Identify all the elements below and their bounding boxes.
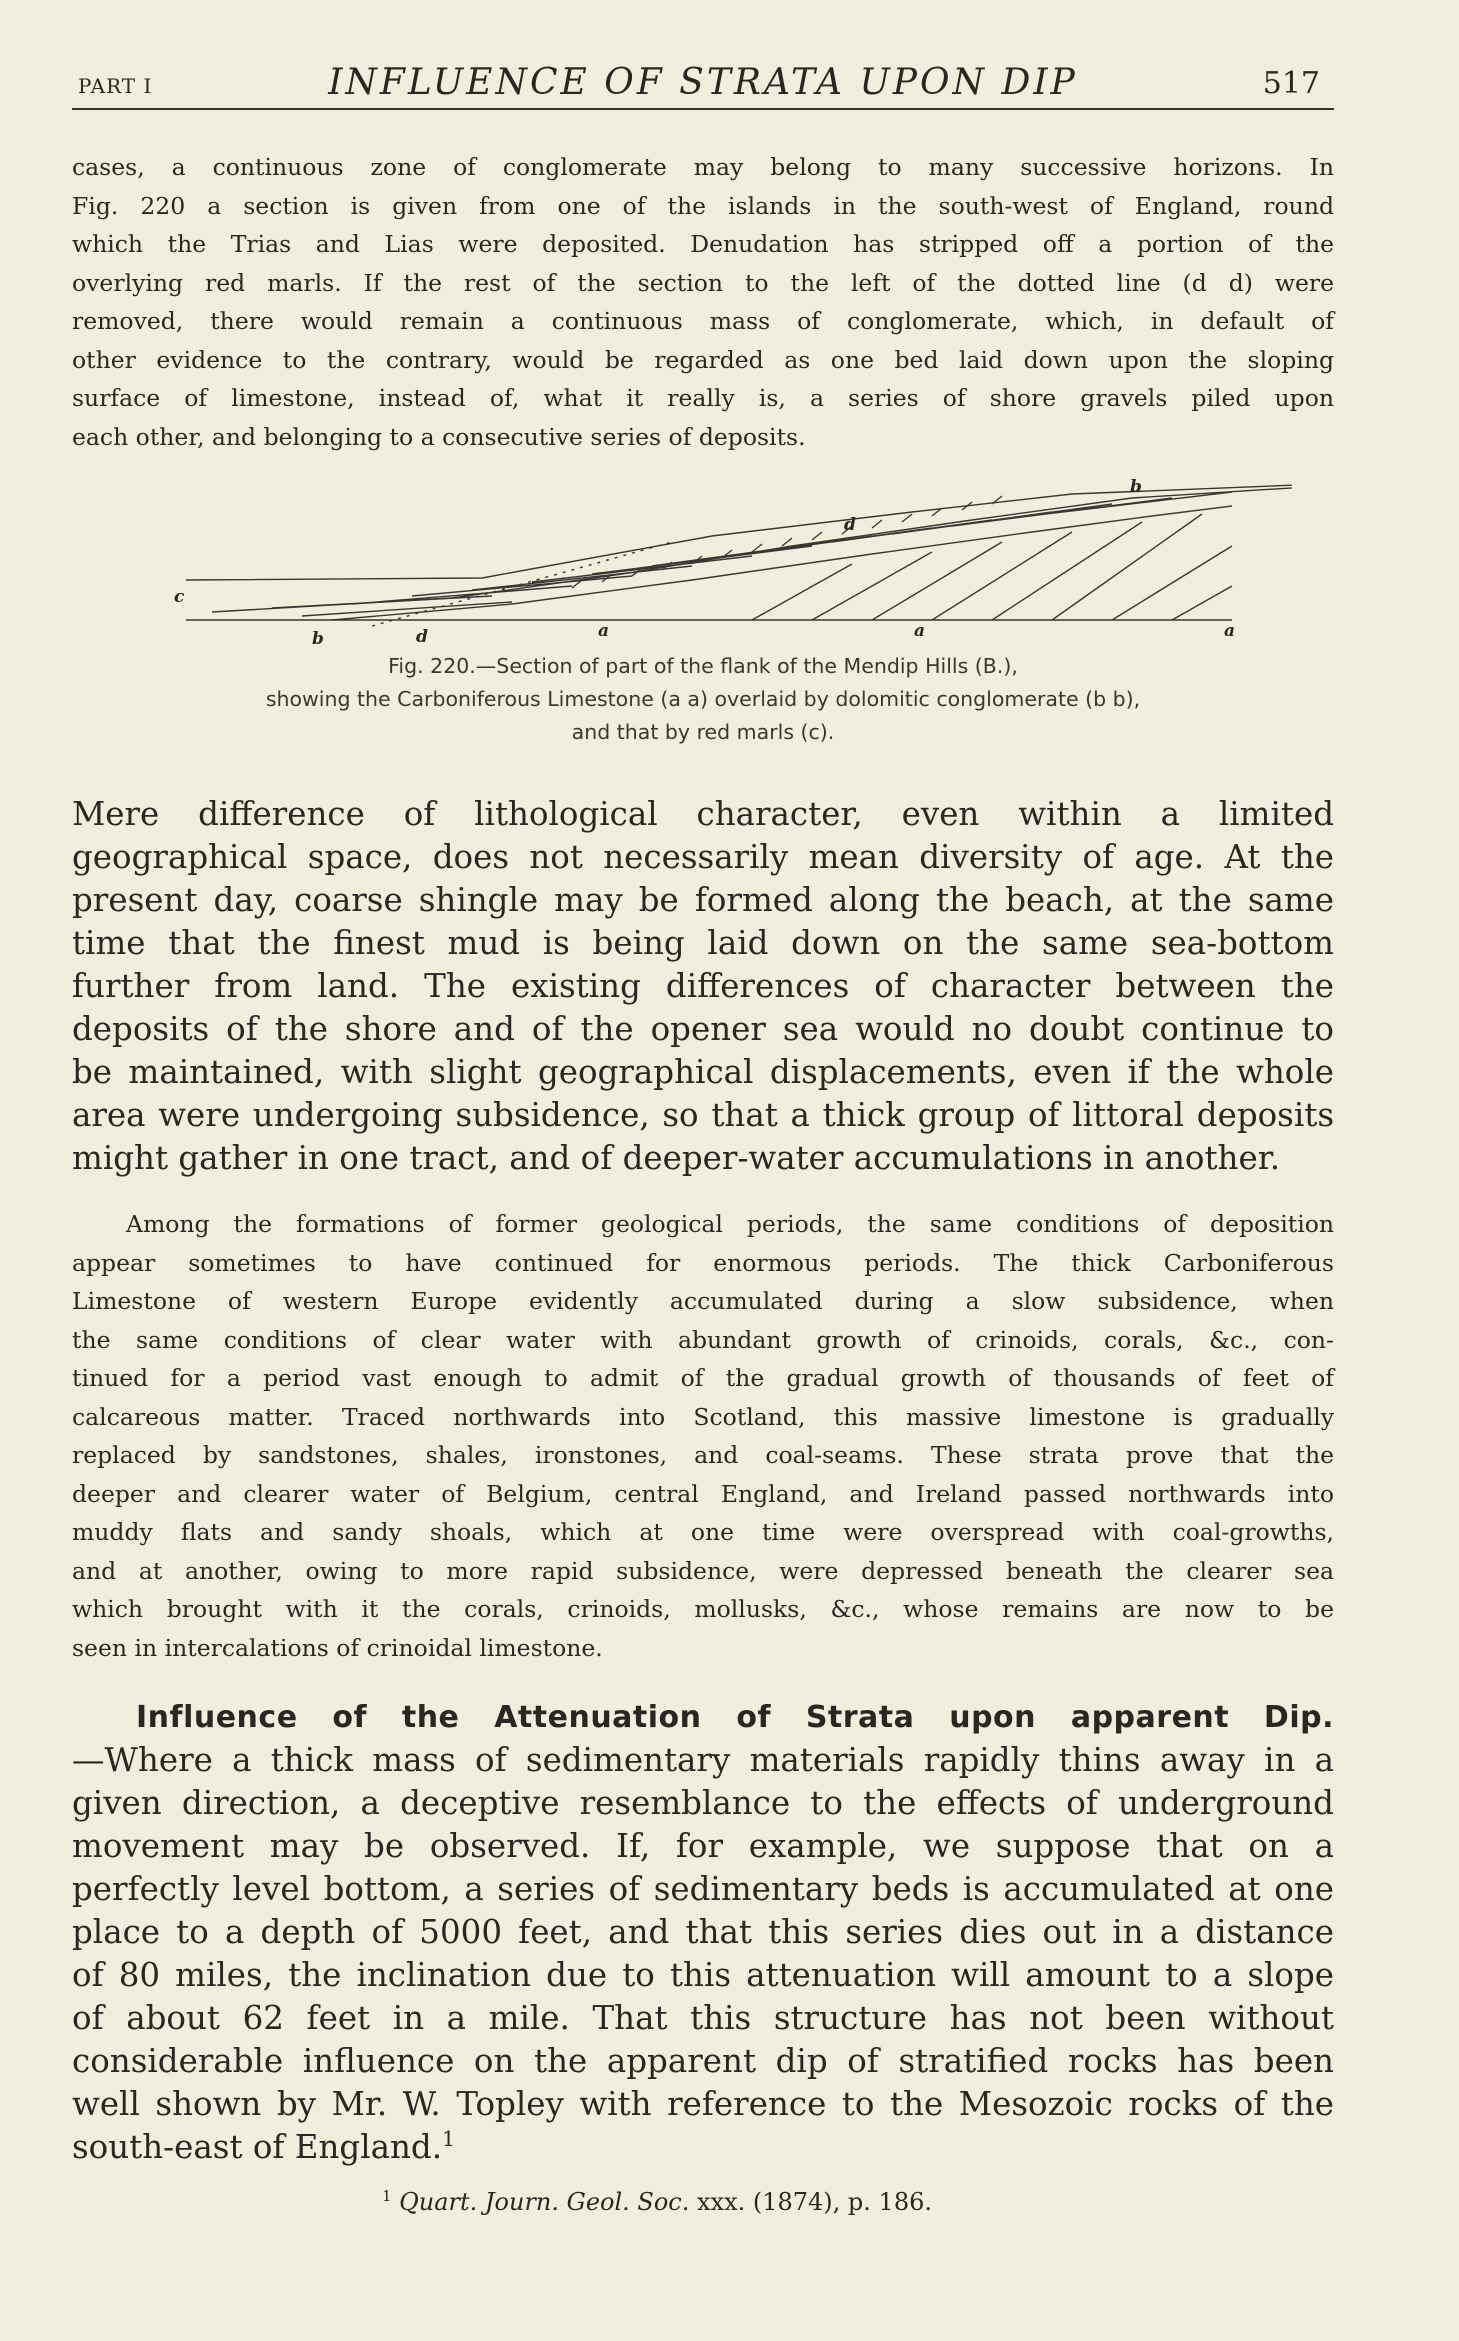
header-rule [72,108,1334,110]
label-c-left: c [174,587,185,607]
caption-line: Fig. 220.—Section of part of the flank of the Mendip Hills (B.), [388,654,1018,678]
geological-section-diagram [152,476,1292,646]
text-line: Fig. 220 a section is given from one of the islands in the south-west of England, round [72,191,1334,220]
text-line: of about 62 feet in a mile. That this structure has not been without [72,1999,1334,2037]
text-line: time that the finest mud is being laid down on the same sea-bottom [72,924,1334,962]
text-line: of 80 miles, the inclination due to this attenuation will amount to a slope [72,1956,1334,1994]
conglomerate-top-line [212,486,1292,612]
paragraph-lithological-difference [72,793,1334,1180]
text-line: muddy flats and sandy shoals, which at one time were overspread with coal-growths, [72,1518,1334,1546]
text-line: each other, and belonging to a consecutive series of deposits. [72,422,806,451]
footnote-ref[interactable]: 1 [442,2126,455,2151]
running-header [72,62,1334,108]
caption-line: and that by red marls (c). [571,720,835,744]
footnote-marker: 1 [382,2187,392,2206]
paragraph-conglomerate [72,148,1334,456]
text-line: be maintained, with slight geographical displacements, even if the whole [72,1053,1334,1091]
text-line: geographical space, does not necessarily mean diversity of age. At the [72,838,1334,876]
footnote-citation: Quart. Journ. Geol. Soc. [399,2188,690,2216]
footnote-details: xxx. (1874), p. 186. [697,2188,932,2216]
strata-lines [272,492,1232,616]
text-line: overlying red marls. If the rest of the section to the left of the dotted line (d d) were [72,268,1334,297]
text-line: deeper and clearer water of Belgium, central England, and Ireland passed northwards into [72,1479,1334,1508]
text-line: surface of limestone, instead of, what it really is, a series of shore gravels piled upon [72,384,1334,412]
label-b-top: b [1130,477,1142,497]
text-line: area were undergoing subsidence, so that a thick group of littoral deposits [72,1096,1334,1134]
caption-line: showing the Carboniferous Limestone (a a) overlaid by dolomitic conglomerate (b b), [265,687,1141,711]
text-line: perfectly level bottom, a series of sedimentary beds is accumulated at one [72,1870,1334,1908]
label-d-top: d [844,515,856,535]
label-d-bottom: d [416,627,428,646]
last-line-text: south-east of England. [72,2128,443,2166]
text-line: place to a depth of 5000 feet, and that this series dies out in a distance [72,1913,1334,1951]
text-line: which brought with it the corals, crinoids, mollusks, &c., whose remains are now to be [72,1595,1334,1623]
text-line: calcareous matter. Traced northwards into Scotland, this massive limestone is gradually [72,1402,1334,1431]
text-line: seen in intercalations of crinoidal limestone. [72,1633,603,1662]
figure-220 [152,476,1292,646]
text-line: tinued for a period vast enough to admit of the gradual growth of thousands of feet of [72,1364,1334,1392]
text-line: —Where a thick mass of sedimentary materials rapidly thins away in a [72,1741,1334,1779]
text-line: replaced by sandstones, shales, ironstones, and coal-seams. These strata prove that the [72,1441,1334,1469]
text-line: removed, there would remain a continuous mass of conglomerate, which, in default of [72,307,1334,335]
figure-caption [172,650,1234,749]
limestone-beds [752,514,1232,620]
text-line: the same conditions of clear water with abundant growth of crinoids, corals, &c., con- [72,1325,1334,1354]
label-a-right: a [1224,621,1236,641]
footnote [382,2185,932,2219]
text-line: well shown by Mr. W. Topley with reference to the Mesozoic rocks of the [72,2085,1334,2123]
paragraph-former-periods [72,1205,1334,1667]
section-attenuation [72,1695,1334,2169]
label-b-bottom: b [312,629,324,646]
text-line: might gather in one tract, and of deeper-water accumulations in another. [72,1139,1281,1177]
text-line: deposits of the shore and of the opener sea would no doubt continue to [72,1010,1334,1048]
text-line: Mere difference of lithological character, even within a limited [72,795,1334,833]
text-line: Among the formations of former geological periods, the same conditions of deposition [126,1210,1334,1238]
section-heading-line [72,1695,1334,1739]
book-page [72,0,1334,2341]
page-number: 517 [1262,66,1320,101]
text-line: given direction, a deceptive resemblance to the effects of underground [72,1784,1334,1822]
text-line: cases, a continuous zone of conglomerate may belong to many successive horizons. In [72,153,1334,181]
text-line: and at another, owing to more rapid subsidence, were depressed beneath the clearer sea [72,1556,1334,1585]
dotted-line-dd [372,542,672,626]
text-line [72,2126,1334,2169]
text-line: movement may be observed. If, for example, we suppose that on a [72,1827,1334,1865]
part-label: PART I [78,74,153,98]
label-a-left: a [598,621,610,641]
section-heading: Influence of the Attenuation of Strata upon apparent Dip. [136,1700,1334,1735]
label-a-mid: a [914,621,926,641]
text-line: considerable influence on the apparent dip of stratified rocks has been [72,2042,1334,2080]
text-line: other evidence to the contrary, would be regarded as one bed laid down upon the sloping [72,345,1334,374]
text-line: present day, coarse shingle may be formed along the beach, at the same [72,881,1334,919]
text-line: which the Trias and Lias were deposited. Denudation has stripped off a portion of the [72,230,1334,258]
running-title: INFLUENCE OF STRATA UPON DIP [328,62,1078,103]
text-line: Limestone of western Europe evidently accumulated during a slow subsidence, when [72,1287,1334,1315]
text-line: further from land. The existing differences of character between the [72,967,1334,1005]
text-line: appear sometimes to have continued for enormous periods. The thick Carboniferous [72,1248,1334,1277]
